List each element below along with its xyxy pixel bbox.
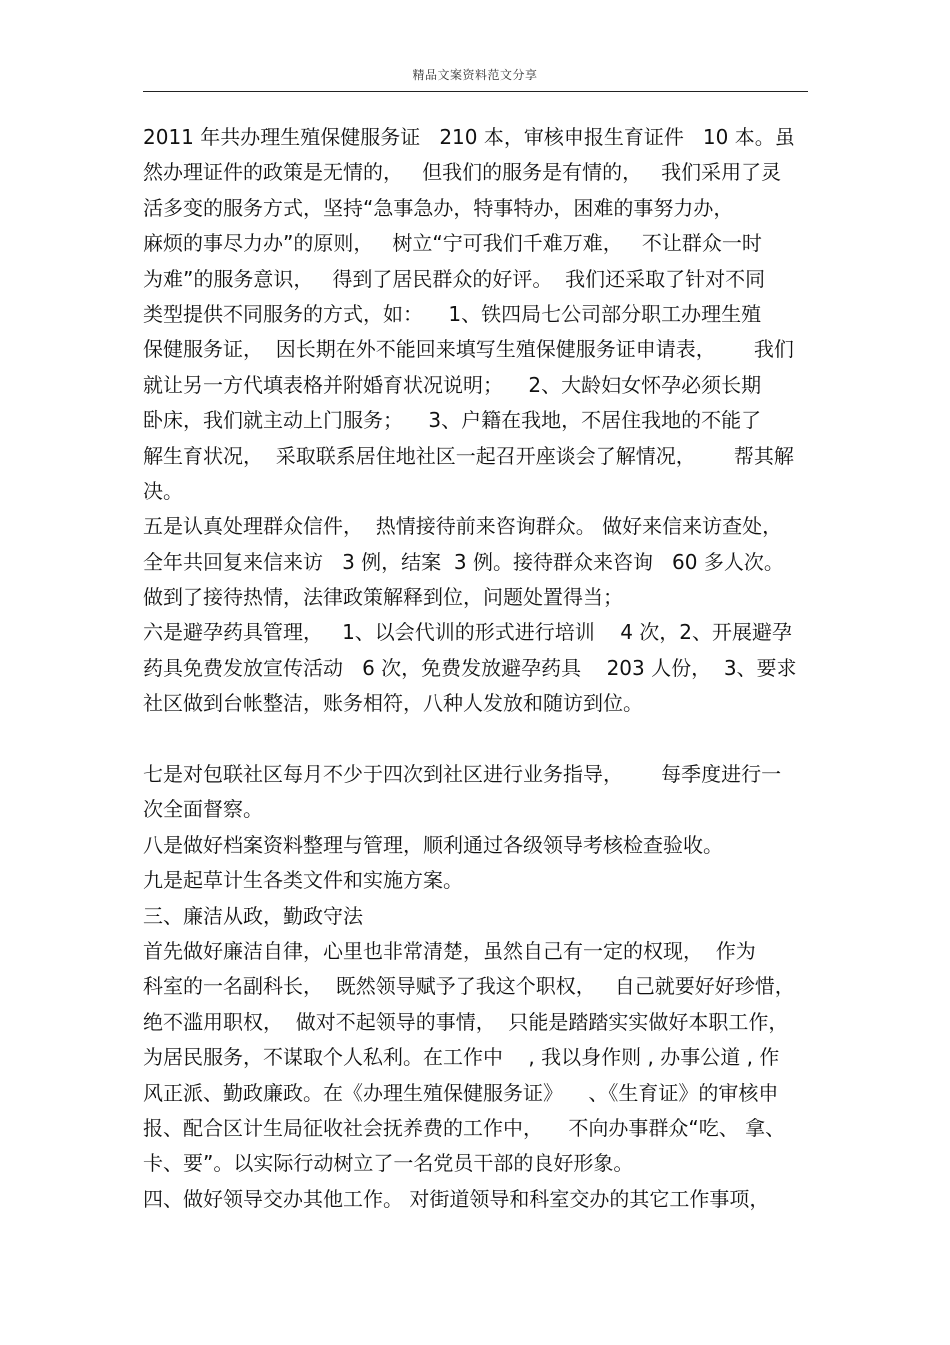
text-line: 然办理证件的政策是无情的， 但我们的服务是有情的， 我们采用了灵 <box>143 160 782 185</box>
text-line: 全年共回复来信来访 3 例，结案 3 例。接待群众来咨询 60 多人次。 <box>143 549 784 574</box>
text-line: 活多变的服务方式，坚持“急事急办，特事特办，困难的事努力办， <box>143 195 734 220</box>
text-line: 科室的一名副科长， 既然领导赋予了我这个职权， 自己就要好好珍惜， <box>143 974 795 999</box>
text-line: 为难”的服务意识， 得到了居民群众的好评。 我们还采取了针对不同 <box>143 266 766 291</box>
text-line: 决。 <box>143 478 183 503</box>
text-line: 报、配合区计生局征收社会抚养费的工作中， 不向办事群众“吃、 拿、 <box>143 1115 786 1140</box>
text-line: 麻烦的事尽力办”的原则， 树立“宁可我们千难万难， 不让群众一时 <box>143 231 762 256</box>
text-line: 卧床，我们就主动上门服务； 3、户籍在我地，不居住我地的不能了 <box>143 408 762 433</box>
text-line: 首先做好廉洁自律，心里也非常清楚，虽然自己有一定的权现， 作为 <box>143 938 756 963</box>
text-line: 类型提供不同服务的方式，如： 1、铁四局七公司部分职工办理生殖 <box>143 301 762 326</box>
text-line: 七是对包联社区每月不少于四次到社区进行业务指导， 每季度进行一 <box>143 762 782 787</box>
text-line: 就让另一方代填表格并附婚育状况说明； 2、大龄妇女怀孕必须长期 <box>143 372 762 397</box>
text-line: 做到了接待热情，法律政策解释到位，问题处置得当； <box>143 585 623 610</box>
text-line: 绝不滥用职权， 做对不起领导的事情， 只能是踏踏实实做好本职工作， <box>143 1009 789 1034</box>
text-line: 解生育状况， 采取联系居住地社区一起召开座谈会了解情况， 帮其解 <box>143 443 794 468</box>
text-line: 保健服务证， 因长期在外不能回来填写生殖保健服务证申请表， 我们 <box>143 337 794 362</box>
text-line: 药具免费发放宣传活动 6 次，免费发放避孕药具 203 人份， 3、要求 <box>143 655 797 680</box>
header-divider <box>143 91 808 92</box>
text-line: 四、做好领导交办其他工作。 对街道领导和科室交办的其它工作事项， <box>143 1186 770 1211</box>
text-line: 风正派、勤政廉政。在《办理生殖保健服务证》 、《生育证》的审核申 <box>143 1080 779 1105</box>
text-line: 六是避孕药具管理， 1、以会代训的形式进行培训 4 次，2、开展避孕 <box>143 620 793 645</box>
text-line: 八是做好档案资料整理与管理，顺利通过各级领导考核检查验收。 <box>143 832 723 857</box>
text-line: 社区做到台帐整洁，账务相符，八种人发放和随访到位。 <box>143 691 643 716</box>
text-line: 三、廉洁从政，勤政守法 <box>143 903 363 928</box>
text-line: 为居民服务，不谋取个人私利。在工作中 , 我以身作则 , 办事公道 , 作 <box>143 1045 780 1070</box>
text-line: 五是认真处理群众信件， 热情接待前来咨询群众。 做好来信来访查处， <box>143 514 783 539</box>
text-line <box>143 722 813 757</box>
text-line: 2011 年共办理生殖保健服务证 210 本，审核申报生育证件 10 本。虽 <box>143 125 795 149</box>
text-line: 卡、要”。以实际行动树立了一名党员干部的良好形象。 <box>143 1151 634 1176</box>
text-line: 次全面督察。 <box>143 797 263 822</box>
page-header-title: 精品文案资料范文分享 <box>412 68 538 82</box>
document-body <box>143 120 813 1217</box>
text-line: 九是起草计生各类文件和实施方案。 <box>143 868 463 893</box>
